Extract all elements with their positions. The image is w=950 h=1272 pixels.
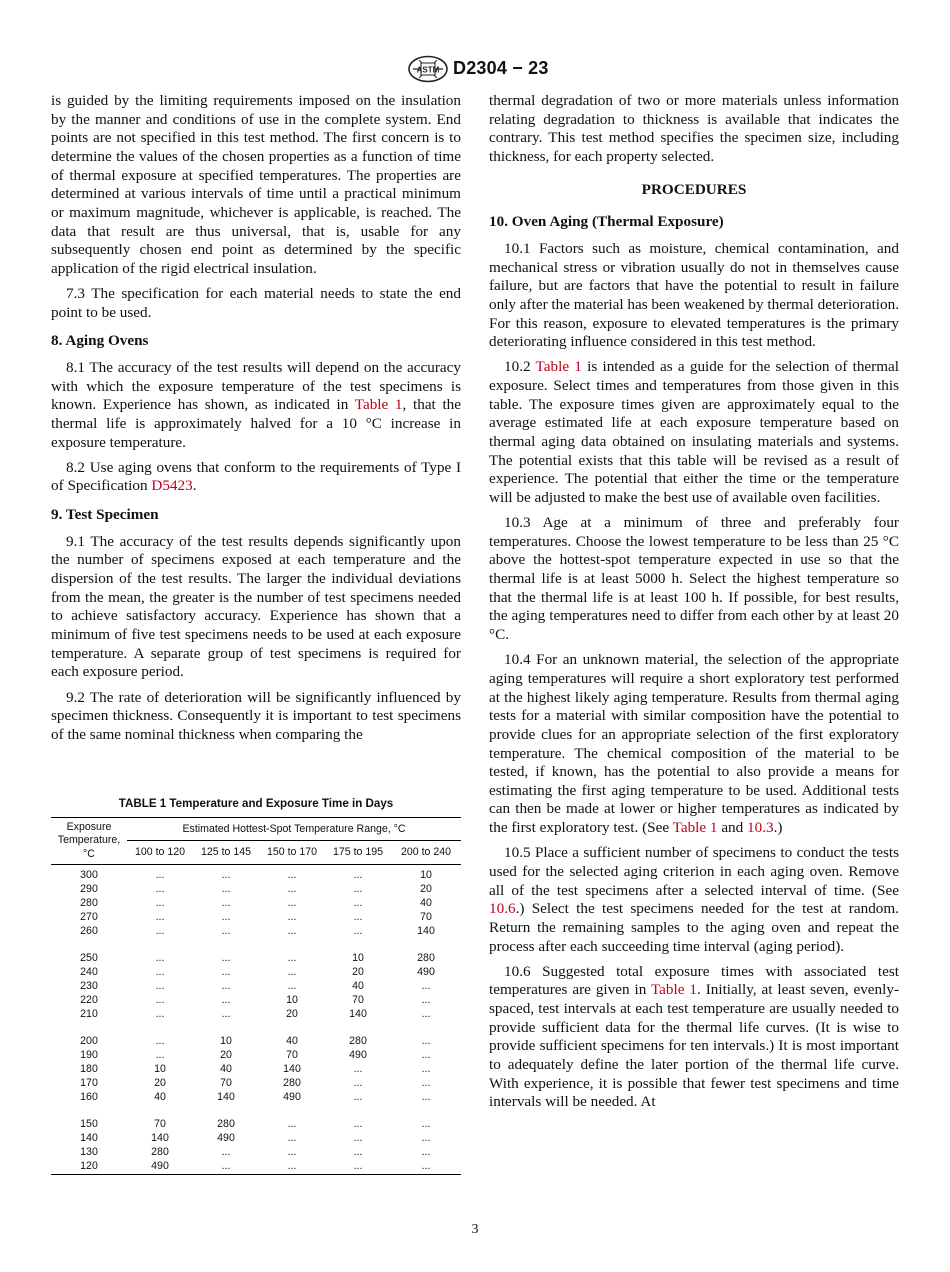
exposure-days-cell: 140 bbox=[283, 1062, 301, 1075]
document-designation: D2304 − 23 bbox=[453, 58, 549, 78]
column-group-header: Estimated Hottest-Spot Temperature Range, °C bbox=[127, 818, 461, 841]
temperature-cell: 220 bbox=[80, 993, 98, 1006]
exposure-days-cell: 280 bbox=[151, 1146, 169, 1159]
exposure-days-cell: ... bbox=[221, 896, 231, 909]
exposure-days-cell: ... bbox=[287, 924, 297, 937]
table-group-spacer bbox=[51, 1104, 461, 1118]
exposure-days-cell: 490 bbox=[349, 1049, 367, 1062]
temperature-cell: 210 bbox=[80, 1007, 98, 1020]
temperature-cell: 270 bbox=[80, 910, 98, 923]
temperature-cell: 120 bbox=[51, 1160, 127, 1175]
section-10-6-link[interactable]: 10.6 bbox=[489, 900, 516, 918]
table-row bbox=[51, 1077, 461, 1091]
exposure-days-cell: 140 bbox=[417, 924, 435, 937]
temperature-cell: 170 bbox=[80, 1076, 98, 1089]
d5423-link[interactable]: D5423 bbox=[151, 477, 193, 495]
table-1-link[interactable]: Table 1 bbox=[354, 396, 403, 414]
table-row bbox=[51, 952, 461, 966]
exposure-days-cell: ... bbox=[421, 1118, 431, 1131]
paragraph-8-1-text: 8.1 The accuracy of the test results will depend on the accuracy with which the exposure temperature of the test specimens is known. Experience has shown, as indicated in bbox=[51, 359, 461, 414]
exposure-days-cell: ... bbox=[287, 1146, 297, 1159]
exposure-days-cell: 70 bbox=[220, 1076, 232, 1089]
temperature-cell: 230 bbox=[80, 979, 98, 992]
section-heading-8: 8. Aging Ovens bbox=[51, 332, 149, 350]
column-header-range: 200 to 240 bbox=[400, 846, 452, 859]
exposure-days-cell: ... bbox=[353, 1146, 363, 1159]
exposure-days-cell: ... bbox=[325, 1160, 391, 1175]
exposure-days-cell: 280 bbox=[217, 1118, 235, 1131]
paragraph-8-2-text: 8.2 Use aging ovens that conform to the requirements of Type I of Specification bbox=[51, 458, 461, 495]
table-body bbox=[51, 864, 461, 1175]
paragraph-8-1-text-end: , that the thermal life is approximately halved for a 10 °C increase in exposure temperature. bbox=[51, 396, 462, 451]
table-row bbox=[51, 966, 461, 980]
page-number: 3 bbox=[471, 1222, 479, 1237]
table-row bbox=[51, 1007, 461, 1021]
exposure-days-cell: 40 bbox=[352, 979, 364, 992]
exposure-days-cell: 10 bbox=[420, 869, 432, 882]
table-spacer-cell bbox=[51, 938, 461, 952]
table-group-spacer bbox=[51, 1021, 461, 1035]
paragraph-10-6 bbox=[489, 963, 899, 1112]
exposure-days-cell: ... bbox=[155, 966, 165, 979]
exposure-days-cell: 280 bbox=[283, 1076, 301, 1089]
temperature-cell: 290 bbox=[80, 883, 98, 895]
right-column bbox=[489, 92, 899, 1118]
exposure-days-cell: ... bbox=[155, 1007, 165, 1020]
temperature-cell: 260 bbox=[80, 924, 98, 937]
temperature-cell: 150 bbox=[80, 1118, 98, 1131]
exposure-days-cell: 490 bbox=[417, 966, 435, 979]
exposure-days-cell: ... bbox=[421, 1007, 431, 1020]
exposure-days-cell: 10 bbox=[220, 1035, 232, 1048]
table-row bbox=[51, 1118, 461, 1132]
table-row bbox=[51, 1063, 461, 1077]
table-row bbox=[51, 897, 461, 911]
exposure-days-cell: ... bbox=[221, 979, 231, 992]
temperature-cell: 180 bbox=[80, 1062, 98, 1075]
table-row bbox=[51, 883, 461, 897]
temperature-cell: 200 bbox=[80, 1035, 98, 1048]
section-10-3-link[interactable]: 10.3 bbox=[747, 819, 774, 837]
exposure-days-cell: ... bbox=[391, 1160, 461, 1175]
exposure-days-cell: ... bbox=[287, 896, 297, 909]
exposure-days-cell: ... bbox=[221, 1007, 231, 1020]
exposure-days-cell: 10 bbox=[286, 993, 298, 1006]
exposure-days-cell: ... bbox=[155, 924, 165, 937]
exposure-days-cell: ... bbox=[353, 883, 363, 895]
table-row bbox=[51, 1049, 461, 1063]
table-spacer-cell bbox=[51, 1104, 461, 1118]
table-group-spacer bbox=[51, 938, 461, 952]
exposure-days-cell: ... bbox=[421, 993, 431, 1006]
paragraph-9-2: 9.2 The rate of deterioration will be significantly influenced by specimen thickness. Consequently it is important to test specimens of the same nominal thickness when comparing the bbox=[51, 688, 461, 743]
section-heading-10: 10. Oven Aging (Thermal Exposure) bbox=[489, 213, 724, 231]
table-1-link[interactable]: Table 1 bbox=[650, 981, 697, 999]
exposure-days-cell: 20 bbox=[154, 1076, 166, 1089]
paragraph-10-5-text: 10.5 Place a sufficient number of specimens to conduct the tests used for the selected aging criterion in each aging oven. Remove all of the test specimens after a selected interval of time. (See bbox=[489, 844, 899, 899]
page-header bbox=[0, 55, 950, 85]
exposure-days-cell: ... bbox=[287, 1132, 297, 1145]
exposure-days-cell: ... bbox=[421, 1146, 431, 1159]
exposure-days-cell: ... bbox=[221, 924, 231, 937]
exposure-days-cell: ... bbox=[353, 1076, 363, 1089]
exposure-days-cell: 40 bbox=[286, 1035, 298, 1048]
exposure-days-cell: 40 bbox=[154, 1090, 166, 1103]
table-row bbox=[51, 980, 461, 994]
table-row bbox=[51, 993, 461, 1007]
paragraph-10-3: 10.3 Age at a minimum of three and preferably four temperatures. Choose the lowest temperature to be less than 25 °C above the hottest-spot temperature expected in use so that the thermal life is at least 5000 h. Select the highest temperature so that the thermal life is at least 100 h. If possible, for best results, the aging temperatures need to differ from each other by at least 20 °C. bbox=[489, 514, 899, 644]
table-spacer-cell bbox=[51, 1021, 461, 1035]
temperature-cell: 240 bbox=[80, 966, 98, 979]
exposure-days-cell: ... bbox=[353, 1118, 363, 1131]
table-row bbox=[51, 1035, 461, 1049]
exposure-days-cell: ... bbox=[353, 1062, 363, 1075]
exposure-days-cell: ... bbox=[353, 1090, 363, 1103]
exposure-days-cell: ... bbox=[287, 966, 297, 979]
paragraph-7-3: 7.3 The specification for each material needs to state the end point to be used. bbox=[51, 285, 461, 321]
exposure-days-cell: ... bbox=[287, 952, 297, 965]
exposure-days-cell: ... bbox=[155, 979, 165, 992]
exposure-days-cell: 70 bbox=[154, 1118, 166, 1131]
exposure-days-cell: ... bbox=[421, 1062, 431, 1075]
exposure-days-cell: ... bbox=[221, 993, 231, 1006]
temperature-cell: 300 bbox=[80, 869, 98, 882]
exposure-days-cell: ... bbox=[155, 993, 165, 1006]
column-header-range: 125 to 145 bbox=[200, 846, 252, 859]
exposure-days-cell: ... bbox=[193, 1160, 259, 1175]
table-row bbox=[51, 910, 461, 924]
column-header-range: 175 to 195 bbox=[332, 846, 384, 859]
column-header-exposure-temperature: Exposure Temperature, °C bbox=[57, 821, 121, 860]
exposure-days-cell: ... bbox=[287, 869, 297, 882]
paragraph-10-4-and: and bbox=[717, 819, 748, 837]
paragraph-10-4-text: 10.4 For an unknown material, the selection of the appropriate aging temperatures will require a short exploratory test performed at the highest likely aging temperature. Results from thermal aging tests for a material with similar composition have the potential to provide clues for an appropriate selection of the first exploratory temperature. The chemical composition of the material to be tested, if known, has the potential to also provide a means for estimating the first aging temperature to be used. Additional tests can then be made at lower or higher temperatures as indicated by the first exploratory test. (See bbox=[489, 651, 899, 837]
table-row bbox=[51, 924, 461, 938]
paragraph-8-2 bbox=[51, 459, 461, 496]
table-row bbox=[51, 1146, 461, 1160]
table-row bbox=[51, 1090, 461, 1104]
exposure-days-cell: 140 bbox=[349, 1007, 367, 1020]
exposure-days-cell: 140 bbox=[217, 1090, 235, 1103]
exposure-days-cell: 40 bbox=[420, 896, 432, 909]
exposure-days-cell: 280 bbox=[417, 952, 435, 965]
temperature-cell: 140 bbox=[80, 1132, 98, 1145]
exposure-days-cell: 70 bbox=[286, 1049, 298, 1062]
paragraph-10-2-number: 10.2 bbox=[504, 358, 536, 376]
exposure-table bbox=[51, 817, 461, 1175]
exposure-days-cell: 140 bbox=[151, 1132, 169, 1145]
paragraph-10-6-text: 10.6 Suggested total exposure times with associated test temperatures are given in bbox=[489, 962, 899, 999]
exposure-days-cell: ... bbox=[259, 1160, 325, 1175]
column-header-range: 100 to 120 bbox=[134, 846, 186, 859]
paragraph-8-2-text-end: . bbox=[192, 477, 197, 495]
exposure-days-cell: ... bbox=[421, 1035, 431, 1048]
table-row bbox=[51, 864, 461, 882]
exposure-days-cell: ... bbox=[421, 1132, 431, 1145]
exposure-days-cell: ... bbox=[155, 910, 165, 923]
exposure-days-cell: 490 bbox=[127, 1160, 193, 1175]
exposure-days-cell: ... bbox=[155, 896, 165, 909]
exposure-days-cell: ... bbox=[155, 869, 165, 882]
exposure-days-cell: 20 bbox=[420, 883, 432, 895]
exposure-days-cell: 20 bbox=[352, 966, 364, 979]
exposure-days-cell: ... bbox=[221, 1146, 231, 1159]
logo-text: ASTM bbox=[416, 65, 440, 75]
exposure-days-cell: ... bbox=[221, 966, 231, 979]
exposure-days-cell: 20 bbox=[220, 1049, 232, 1062]
paragraph-8-1 bbox=[51, 359, 461, 452]
column-header-range: 150 to 170 bbox=[266, 846, 318, 859]
astm-logo-icon bbox=[407, 55, 449, 83]
table-1 bbox=[51, 797, 461, 1175]
paragraph-7-2-continued: is guided by the limiting requirements imposed on the insulation by the manner and conditions of use in the complete system. End points are not specified in this test method. The first concern is to determine the values of the chosen properties as a function of time of thermal exposure at specified temperatures. The properties are determined at various intervals of time until a practical minimum or maximum magnitude, whichever is applicable, is reached. The data that result are thus universal, that is, usable for any subsequently chosen end point as determined by the specific application of the rigid electrical insulation. bbox=[51, 92, 461, 277]
exposure-days-cell: ... bbox=[155, 952, 165, 965]
exposure-days-cell: ... bbox=[421, 1090, 431, 1103]
table-row bbox=[51, 1132, 461, 1146]
temperature-cell: 250 bbox=[80, 952, 98, 965]
temperature-cell: 160 bbox=[80, 1090, 98, 1103]
exposure-days-cell: ... bbox=[421, 1049, 431, 1062]
exposure-days-cell: 70 bbox=[352, 993, 364, 1006]
exposure-days-cell: ... bbox=[353, 924, 363, 937]
table-caption: TABLE 1 Temperature and Exposure Time in Days bbox=[118, 797, 394, 810]
temperature-cell: 190 bbox=[80, 1049, 98, 1062]
exposure-days-cell: ... bbox=[221, 883, 231, 895]
exposure-days-cell: ... bbox=[287, 883, 297, 895]
exposure-days-cell: 10 bbox=[352, 952, 364, 965]
paragraph-9-1: 9.1 The accuracy of the test results depends significantly upon the number of specimens exposed at each temperature and the dispersion of the test results. The larger the individual deviations from the mean, the greater is the number of test specimens needed to achieve satisfactory accuracy. Experience has shown that a minimum of five test specimens needs to be used at each exposure temperature. A separate group of test specimens is required for each exposure period. bbox=[51, 532, 461, 681]
paragraph-10-6-text-end: . Initially, at least seven, evenly-spaced, test intervals at each test temperature are usually needed to provide sufficient data for the thermal life curves. (It is wise to provide sufficient specimens for ten intervals.) It is most important to adequately define the later portion of the thermal life curve. With experience, it is possible that fewer test specimens and time intervals will be needed. At bbox=[489, 981, 900, 1111]
exposure-days-cell: ... bbox=[221, 952, 231, 965]
exposure-days-cell: 10 bbox=[154, 1062, 166, 1075]
table-row bbox=[51, 1160, 461, 1175]
paragraph-10-4-end: .) bbox=[773, 819, 783, 837]
exposure-days-cell: ... bbox=[221, 869, 231, 882]
paragraph-10-5 bbox=[489, 844, 899, 956]
exposure-days-cell: 70 bbox=[420, 910, 432, 923]
exposure-days-cell: ... bbox=[353, 896, 363, 909]
part-heading-procedures: PROCEDURES bbox=[641, 180, 747, 198]
paragraph-9-2-continued: thermal degradation of two or more materials unless information relating degradation to thickness is available that indicates the contrary. This test method specifies the specimen size, including thickness, for each property selected. bbox=[489, 92, 899, 165]
section-heading-9: 9. Test Specimen bbox=[51, 506, 159, 524]
paragraph-10-2-text: is intended as a guide for the selection of thermal exposure. Select times and temperatures from those given in this table. The exposure times given are approximately equal to the average estimated life at each exposure temperature based on thermal aging data obtained on insulating materials and systems. The potential exists that this table will be revised as a result of experience. The potential that either the time or the temperature will be adjusted to make the best use of available oven facilities. bbox=[489, 358, 900, 506]
temperature-cell: 280 bbox=[80, 896, 98, 909]
paragraph-10-5-text-end: .) Select the test specimens needed for the test at random. Return the remaining samples to the aging oven and repeat the process after each succeeding time interval (aging period). bbox=[489, 900, 899, 955]
exposure-days-cell: ... bbox=[155, 1049, 165, 1062]
paragraph-10-2 bbox=[489, 358, 899, 507]
exposure-days-cell: ... bbox=[421, 979, 431, 992]
exposure-days-cell: 490 bbox=[283, 1090, 301, 1103]
exposure-days-cell: 20 bbox=[286, 1007, 298, 1020]
paragraph-10-1: 10.1 Factors such as moisture, chemical contamination, and mechanical stress or vibration usually do not in themselves cause failure, but are factors that have the potential to result in failure only after the material has been weakened by thermal deterioration. For this reason, exposure to elevated temperatures is the primary deteriorating influence considered in this test method. bbox=[489, 239, 899, 351]
exposure-days-cell: 280 bbox=[349, 1035, 367, 1048]
exposure-days-cell: 490 bbox=[217, 1132, 235, 1145]
exposure-days-cell: ... bbox=[155, 1035, 165, 1048]
table-1-link[interactable]: Table 1 bbox=[672, 819, 718, 837]
exposure-days-cell: ... bbox=[287, 1118, 297, 1131]
exposure-days-cell: ... bbox=[155, 883, 165, 895]
exposure-days-cell: ... bbox=[421, 1076, 431, 1089]
table-1-link[interactable]: Table 1 bbox=[535, 358, 582, 376]
exposure-days-cell: ... bbox=[353, 910, 363, 923]
paragraph-10-4 bbox=[489, 651, 899, 838]
left-column bbox=[51, 92, 461, 751]
exposure-days-cell: 40 bbox=[220, 1062, 232, 1075]
exposure-days-cell: ... bbox=[221, 910, 231, 923]
exposure-days-cell: ... bbox=[287, 910, 297, 923]
temperature-cell: 130 bbox=[80, 1146, 98, 1159]
exposure-days-cell: ... bbox=[353, 869, 363, 882]
exposure-days-cell: ... bbox=[287, 979, 297, 992]
exposure-days-cell: ... bbox=[353, 1132, 363, 1145]
